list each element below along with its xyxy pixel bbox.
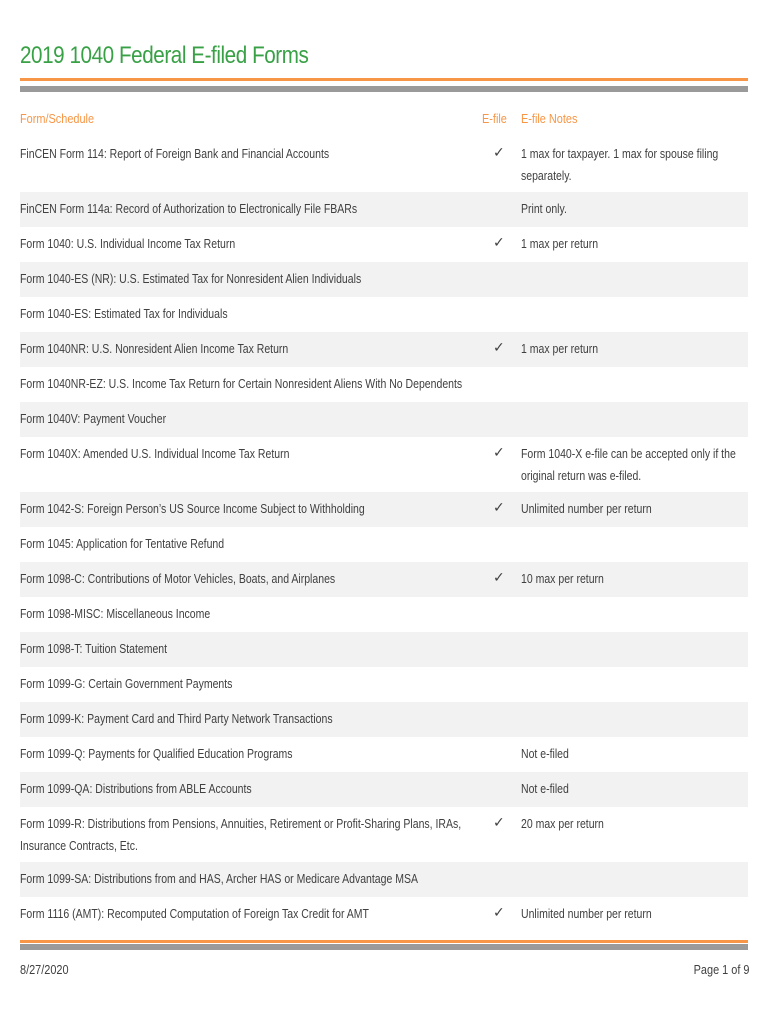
table-row	[20, 227, 748, 262]
footer-rule-orange	[20, 940, 748, 943]
efile-note-line: 1 max per return	[521, 237, 599, 251]
efile-note-line: 1 max per return	[521, 342, 599, 356]
efile-note-line: Unlimited number per return	[521, 907, 652, 921]
form-name	[20, 373, 462, 395]
form-name	[20, 568, 335, 590]
form-name	[20, 498, 365, 520]
form-name-line: Form 1098-MISC: Miscellaneous Income	[20, 607, 211, 621]
table-row	[20, 807, 748, 862]
title-rule-orange	[20, 78, 748, 81]
form-name	[20, 198, 357, 220]
efile-note-line: Print only.	[521, 202, 567, 216]
form-name-line: Form 1040X: Amended U.S. Individual Income Tax Return	[20, 447, 290, 461]
check-icon: ✓	[493, 339, 505, 355]
table-row	[20, 562, 748, 597]
form-name	[20, 673, 232, 695]
page-title: 2019 1040 Federal E-filed Forms	[20, 42, 309, 69]
form-name	[20, 268, 361, 290]
check-icon: ✓	[493, 144, 505, 160]
form-name-line: Form 1116 (AMT): Recomputed Computation of Foreign Tax Credit for AMT	[20, 907, 369, 921]
form-name-line: Form 1040-ES: Estimated Tax for Individuals	[20, 307, 228, 321]
check-icon: ✓	[493, 904, 505, 920]
form-name-line: Form 1040NR: U.S. Nonresident Alien Income Tax Return	[20, 342, 289, 356]
table-row	[20, 367, 748, 402]
table-row	[20, 597, 748, 632]
table-row	[20, 332, 748, 367]
efile-note	[521, 338, 598, 360]
efile-note	[521, 778, 569, 800]
efile-note	[521, 198, 567, 220]
check-icon: ✓	[493, 234, 505, 250]
table-row	[20, 437, 748, 492]
form-name	[20, 408, 166, 430]
column-header-efile: E-file	[482, 111, 507, 126]
form-name-line: FinCEN Form 114a: Record of Authorization to Electronically File FBARs	[20, 202, 358, 216]
column-header-notes: E-file Notes	[521, 111, 578, 126]
form-name	[20, 868, 418, 890]
form-name-line: Form 1099-K: Payment Card and Third Party Network Transactions	[20, 712, 333, 726]
form-name	[20, 338, 288, 360]
table-row	[20, 632, 748, 667]
efile-note	[521, 903, 652, 925]
form-name	[20, 533, 224, 555]
form-name-line: FinCEN Form 114: Report of Foreign Bank and Financial Accounts	[20, 147, 330, 161]
form-name-line: Form 1040: U.S. Individual Income Tax Return	[20, 237, 236, 251]
table-row	[20, 897, 748, 932]
efile-note-line: 10 max per return	[521, 572, 604, 586]
efile-note-line: 1 max for taxpayer. 1 max for spouse filing	[521, 147, 719, 161]
check-icon: ✓	[493, 814, 505, 830]
form-name	[20, 443, 289, 465]
table-row	[20, 667, 748, 702]
check-icon: ✓	[493, 444, 505, 460]
form-name-line: Form 1099-Q: Payments for Qualified Education Programs	[20, 747, 293, 761]
efile-note-line: Unlimited number per return	[521, 502, 652, 516]
form-name	[20, 638, 167, 660]
form-name-line: Form 1099-SA: Distributions from and HAS, Archer HAS or Medicare Advantage MSA	[20, 872, 419, 886]
form-name	[20, 778, 252, 800]
form-name-line: Form 1099-QA: Distributions from ABLE Accounts	[20, 782, 252, 796]
efile-note	[521, 233, 598, 255]
form-name-line: Form 1040V: Payment Voucher	[20, 412, 167, 426]
efile-note	[521, 498, 652, 520]
efile-note	[521, 568, 604, 590]
form-name-line: Form 1099-G: Certain Government Payments	[20, 677, 233, 691]
efile-note	[521, 443, 736, 487]
table-row	[20, 737, 748, 772]
table-row	[20, 492, 748, 527]
efile-note-line: Not e-filed	[521, 747, 569, 761]
table-row	[20, 297, 748, 332]
form-name-line: Form 1098-C: Contributions of Motor Vehicles, Boats, and Airplanes	[20, 572, 336, 586]
form-name-line: Form 1040NR-EZ: U.S. Income Tax Return for Certain Nonresident Aliens With No Dependents	[20, 377, 463, 391]
table-row	[20, 772, 748, 807]
efile-note	[521, 813, 604, 835]
check-icon: ✓	[493, 499, 505, 515]
column-header-form: Form/Schedule	[20, 111, 95, 126]
footer-rule-gray	[20, 944, 748, 950]
form-name	[20, 903, 369, 925]
table-row	[20, 862, 748, 897]
form-name-line: Insurance Contracts, Etc.	[20, 839, 138, 853]
footer-date: 8/27/2020	[20, 962, 69, 977]
table-row	[20, 192, 748, 227]
footer-page-number: Page 1 of 9	[693, 962, 749, 977]
form-name-line: Form 1040-ES (NR): U.S. Estimated Tax for Nonresident Alien Individuals	[20, 272, 362, 286]
efile-note-line: separately.	[521, 169, 572, 183]
table-header	[20, 108, 748, 132]
table-row	[20, 527, 748, 562]
check-icon: ✓	[493, 569, 505, 585]
table-row	[20, 702, 748, 737]
efile-note-line: Not e-filed	[521, 782, 569, 796]
form-name-line: Form 1099-R: Distributions from Pensions, Annuities, Retirement or Profit-Sharing Plans, IRAs,	[20, 817, 462, 831]
efile-note	[521, 743, 569, 765]
form-name-line: Form 1045: Application for Tentative Refund	[20, 537, 225, 551]
table-row	[20, 137, 748, 192]
forms-table	[20, 137, 748, 932]
form-name-line: Form 1098-T: Tuition Statement	[20, 642, 168, 656]
form-name	[20, 233, 235, 255]
efile-note	[521, 143, 718, 187]
table-row	[20, 402, 748, 437]
title-rule-gray	[20, 86, 748, 92]
form-name	[20, 143, 329, 165]
form-name	[20, 743, 293, 765]
efile-note-line: original return was e-filed.	[521, 469, 642, 483]
efile-note-line: Form 1040-X e-file can be accepted only if the	[521, 447, 736, 461]
efile-note-line: 20 max per return	[521, 817, 604, 831]
table-row	[20, 262, 748, 297]
form-name-line: Form 1042-S: Foreign Person’s US Source Income Subject to Withholding	[20, 502, 365, 516]
form-name	[20, 813, 461, 857]
form-name	[20, 708, 333, 730]
form-name	[20, 603, 210, 625]
form-name	[20, 303, 228, 325]
